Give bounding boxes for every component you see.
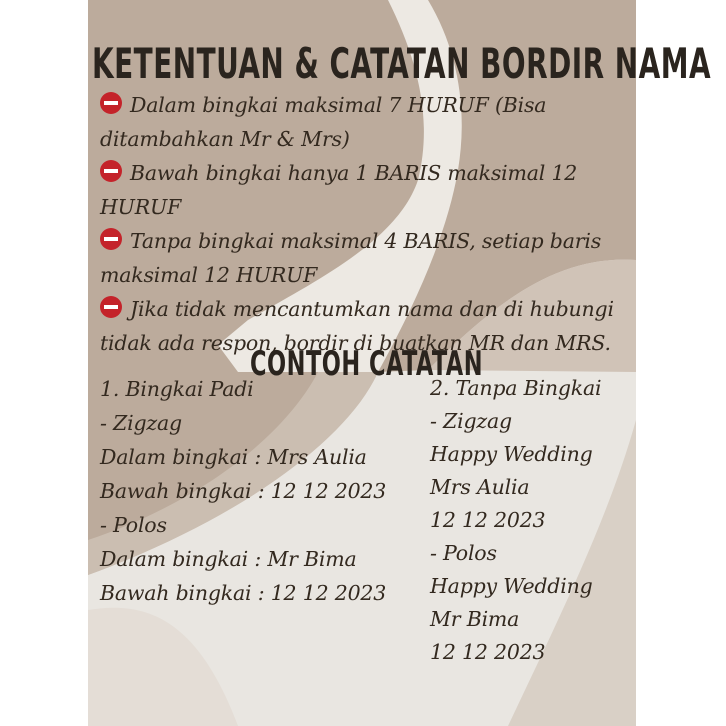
example-line: 2. Tanpa Bingkai	[430, 376, 602, 400]
rule-text: Jika tidak mencantumkan nama dan di hubungi tidak ada respon, bordir di buatkan MR dan MRS.	[100, 297, 614, 355]
rule-item	[100, 88, 640, 156]
example-line: Bawah bingkai : 12 12 2023	[100, 581, 387, 605]
rule-text: Dalam bingkai maksimal 7 HURUF (Bisa ditambahkan Mr & Mrs)	[100, 93, 547, 151]
example-right-column	[430, 372, 601, 669]
rule-item	[100, 224, 640, 292]
example-line: Happy Wedding	[430, 574, 593, 598]
rule-text: Tanpa bingkai maksimal 4 BARIS, setiap baris maksimal 12 HURUF	[100, 229, 602, 287]
example-line: 1. Bingkai Padi	[100, 377, 254, 401]
example-line: Bawah bingkai : 12 12 2023	[100, 479, 387, 503]
example-line: Mr Bima	[430, 607, 520, 631]
example-line: 12 12 2023	[430, 640, 546, 664]
rules-list	[100, 88, 640, 360]
rule-item	[100, 156, 640, 224]
example-line: - Polos	[100, 513, 167, 537]
example-line: Dalam bingkai : Mrs Aulia	[100, 445, 367, 469]
example-left-column	[100, 372, 386, 610]
no-entry-icon	[100, 160, 122, 182]
example-line: Mrs Aulia	[430, 475, 530, 499]
example-line: - Polos	[430, 541, 497, 565]
rule-text: Bawah bingkai hanya 1 BARIS maksimal 12 HURUF	[100, 161, 578, 219]
no-entry-icon	[100, 92, 122, 114]
poster-title: KETENTUAN & CATATAN BORDIR NAMA	[92, 40, 712, 89]
example-line: Happy Wedding	[430, 442, 593, 466]
example-line: - Zigzag	[100, 411, 182, 435]
no-entry-icon	[100, 228, 122, 250]
example-line: Dalam bingkai : Mr Bima	[100, 547, 357, 571]
example-line: - Zigzag	[430, 409, 512, 433]
no-entry-icon	[100, 296, 122, 318]
example-line: 12 12 2023	[430, 508, 546, 532]
example-title: CONTOH CATATAN	[250, 344, 484, 384]
